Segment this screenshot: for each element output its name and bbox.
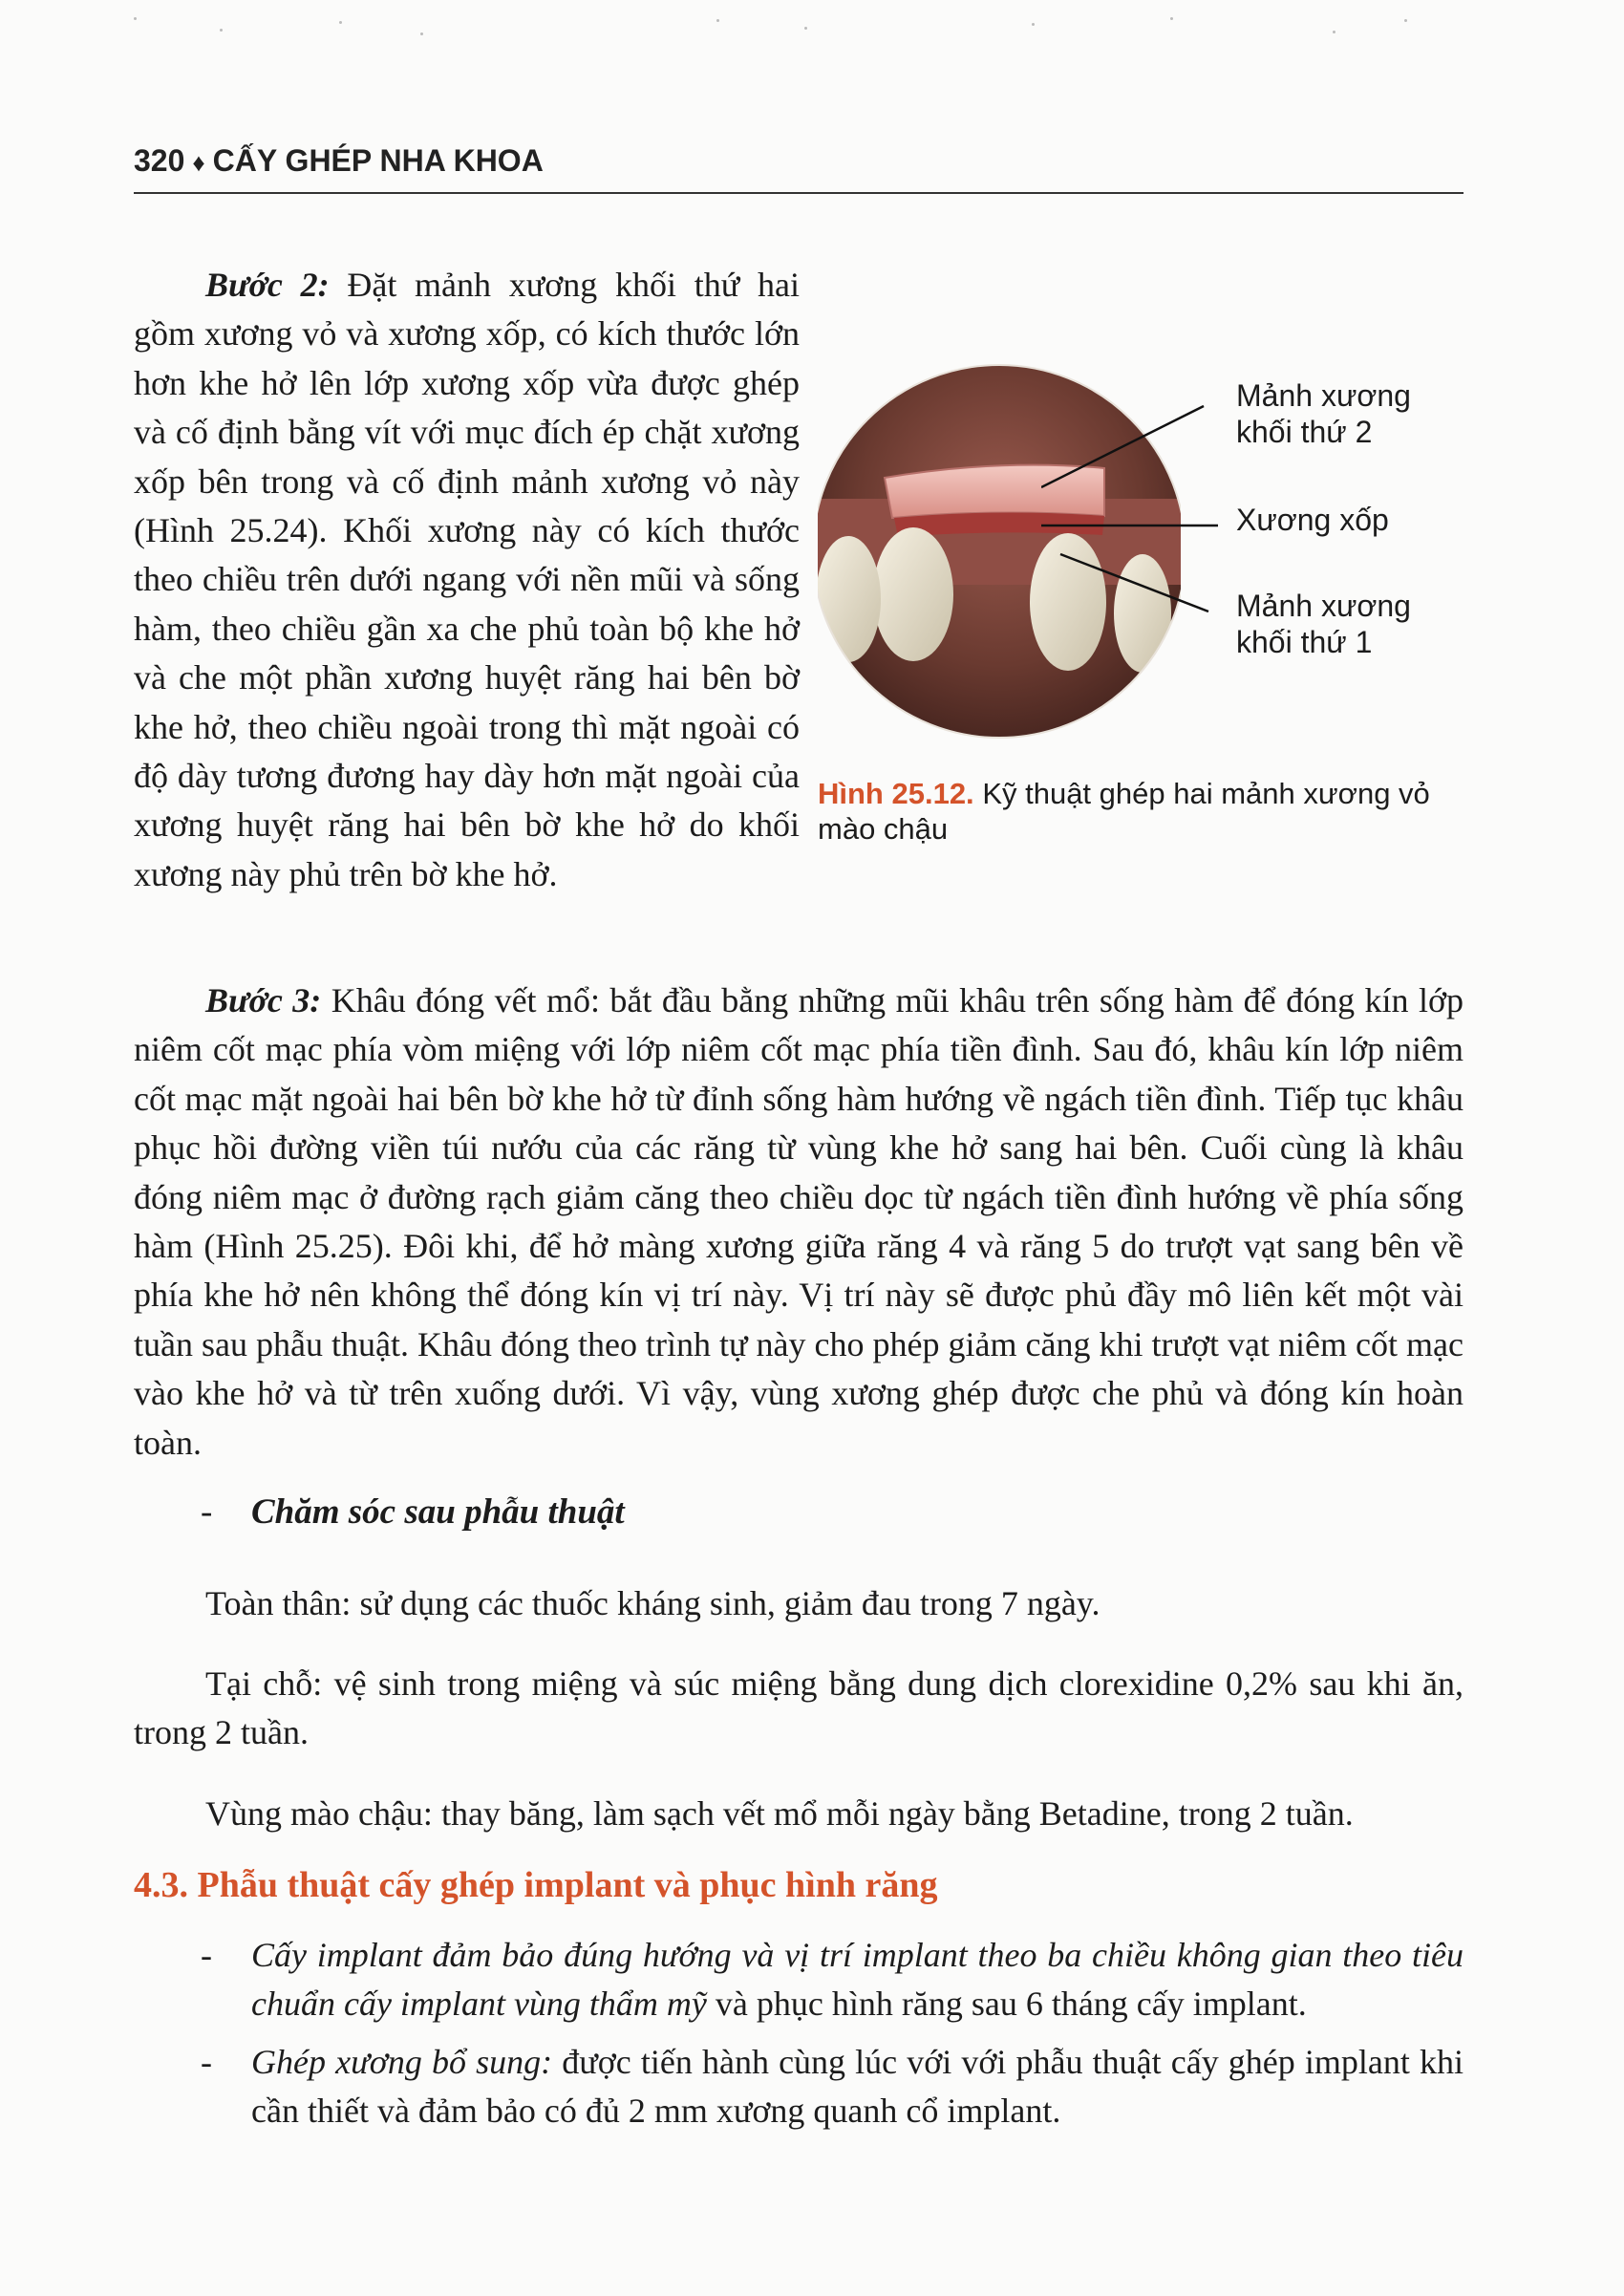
book-title: CẤY GHÉP NHA KHOA bbox=[212, 143, 544, 178]
diamond-separator: ♦ bbox=[192, 148, 205, 177]
step3-label: Bước 3: bbox=[205, 981, 322, 1019]
bullet-1-text: và phục hình răng sau 6 tháng cấy implant. bbox=[706, 1985, 1307, 2024]
label-cancellous: Xương xốp bbox=[1236, 503, 1389, 537]
postop-systemic: Toàn thân: sử dụng các thuốc kháng sinh, giảm đau trong 7 ngày. bbox=[205, 1584, 1100, 1622]
postop-heading-text: Chăm sóc sau phẫu thuật bbox=[251, 1492, 625, 1532]
bullet-2-italic: Ghép xương bổ sung: bbox=[251, 2043, 553, 2081]
bullet-2-text: được tiến hành cùng lúc với với phẫu thuật cấy ghép implant khi cần thiết và đảm bảo có đủ 2 mm xương quanh cổ implant. bbox=[251, 2043, 1464, 2131]
section-bullet-1 bbox=[201, 1931, 1464, 2029]
step2-paragraph bbox=[134, 261, 800, 899]
figure-caption bbox=[818, 776, 1467, 847]
section-bullet-2 bbox=[201, 2038, 1464, 2136]
step2-text: Đặt mảnh xương khối thứ hai gồm xương vỏ và xương xốp, có kích thước lớn hơn khe hở lên lớp xương xốp vừa được ghép và cố định bằng vít với mục đích ép chặt xương xốp bên trong và cố định mảnh xương vỏ này (Hình 25.24). Khối xương này có kích thước theo chiều trên dưới ngang với nền mũi và sống hàm, theo chiều gần xa che phủ toàn bộ khe hở và che một phần xương huyệt răng hai bên bờ khe hở, theo chiều ngoài trong thì mặt ngoài có độ dày tương đương hay dày hơn mặt ngoài của xương huyệt răng hai bên bờ khe hở do khối xương này phủ trên bờ khe hở. bbox=[134, 266, 800, 893]
postop-dash: - bbox=[201, 1492, 213, 1532]
bullet-dash: - bbox=[201, 2043, 212, 2081]
leader-lines bbox=[1041, 382, 1232, 650]
section-heading-4-3: 4.3. Phẫu thuật cấy ghép implant và phục hình răng bbox=[134, 1865, 938, 1905]
page-number: 320 bbox=[134, 143, 185, 178]
step3-text: Khâu đóng vết mổ: bắt đầu bằng những mũi khâu trên sống hàm để đóng kín lớp niêm cốt mạc phía vòm miệng với lớp niêm cốt mạc phía tiền đình. Sau đó, khâu kín lớp niêm cốt mạc mặt ngoài hai bên bờ khe hở từ đỉnh sống hàm hướng về ngách tiền đình. Tiếp tục khâu phục hồi đường viền túi nướu của các răng từ vùng khe hở sang hai bên. Cuối cùng là khâu đóng niêm mạc ở đường rạch giảm căng theo chiều dọc từ ngách tiền đình hướng về phía sống hàm (Hình 25.25). Đôi khi, để hở màng xương giữa răng 4 và răng 5 do trượt vạt sang bên về phía khe hở nên không thể đóng kín vị trí này. Vị trí này sẽ được phủ đầy mô liên kết một vài tuần sau phẫu thuật. Khâu đóng theo trình tự này cho phép giảm căng khi trượt vạt niêm cốt mạc vào khe hở và từ trên xuống dưới. Vì vậy, vùng xương ghép được che phủ và đóng kín hoàn toàn. bbox=[134, 981, 1464, 1462]
postop-iliac: Vùng mào chậu: thay băng, làm sạch vết mổ mỗi ngày bằng Betadine, trong 2 tuần. bbox=[205, 1794, 1354, 1833]
step3-paragraph bbox=[134, 976, 1464, 1468]
label-block1: Mảnh xương khối thứ 1 bbox=[1236, 589, 1411, 659]
bullet-1-italic: Cấy implant đảm bảo đúng hướng và vị trí implant theo ba chiều không gian theo tiêu chuẩn cấy implant vùng thẩm mỹ bbox=[251, 1936, 1464, 2024]
caption-number: Hình 25.12. bbox=[818, 777, 974, 810]
label-block2: Mảnh xương khối thứ 2 bbox=[1236, 378, 1411, 449]
running-header bbox=[134, 143, 1464, 194]
step2-label: Bước 2: bbox=[205, 266, 330, 304]
postop-local: Tại chỗ: vệ sinh trong miệng và súc miệng bằng dung dịch clorexidine 0,2% sau khi ăn, trong 2 tuần. bbox=[134, 1664, 1464, 1752]
caption-text: Kỹ thuật ghép hai mảnh xương vỏ mào chậu bbox=[818, 777, 1430, 846]
bullet-dash: - bbox=[201, 1936, 212, 1974]
